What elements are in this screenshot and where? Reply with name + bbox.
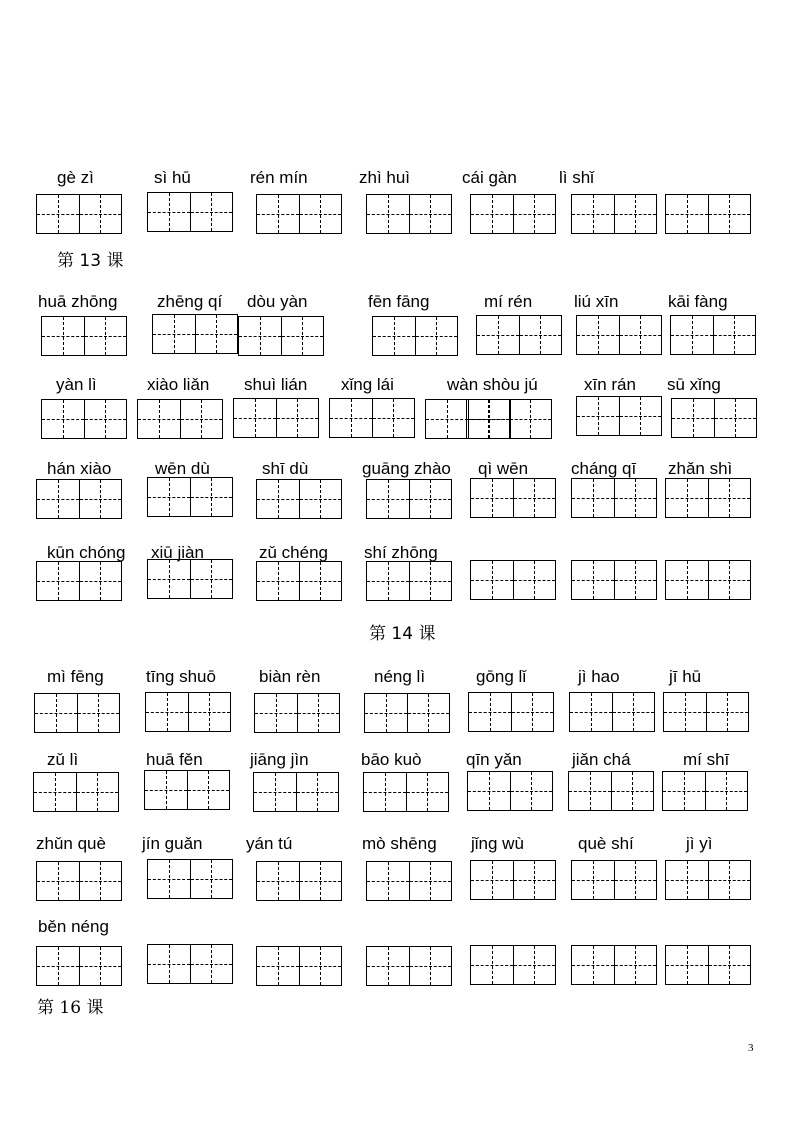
writing-box[interactable]	[470, 194, 556, 234]
pinyin-label: zhǔn què	[36, 834, 106, 853]
writing-box[interactable]	[34, 693, 120, 733]
writing-box[interactable]	[470, 860, 556, 900]
pinyin-label: zhēng qí	[157, 292, 223, 311]
vocab-row	[0, 373, 793, 453]
pinyin-label: xīn rán	[584, 375, 636, 394]
writing-box[interactable]	[36, 861, 122, 901]
pinyin-label: shí zhōng	[364, 543, 438, 562]
pinyin-label: kūn chóng	[47, 543, 126, 562]
pinyin-label: mí rén	[484, 292, 533, 311]
pinyin-label: yàn lì	[56, 375, 97, 394]
writing-box[interactable]	[663, 692, 749, 732]
writing-box[interactable]	[147, 944, 233, 984]
pinyin-label: zǔ chéng	[259, 543, 328, 562]
writing-box[interactable]	[33, 772, 119, 812]
pinyin-label: wàn shòu jú	[447, 375, 538, 394]
vocab-row	[0, 914, 793, 994]
vocab-row	[0, 166, 793, 246]
writing-box[interactable]	[571, 860, 657, 900]
writing-box[interactable]	[238, 316, 324, 356]
vocab-row	[0, 456, 793, 536]
writing-box[interactable]	[366, 479, 452, 519]
pinyin-label: mí shī	[683, 750, 730, 769]
writing-box[interactable]	[665, 194, 751, 234]
writing-box[interactable]	[152, 314, 238, 354]
writing-box[interactable]	[41, 399, 127, 439]
pinyin-label: jín guǎn	[142, 834, 203, 853]
writing-box[interactable]	[253, 772, 339, 812]
writing-box[interactable]	[571, 194, 657, 234]
writing-box[interactable]	[256, 561, 342, 601]
writing-box[interactable]	[366, 861, 452, 901]
vocab-row	[0, 832, 793, 912]
writing-box[interactable]	[476, 315, 562, 355]
writing-box[interactable]	[470, 560, 556, 600]
writing-box[interactable]	[147, 477, 233, 517]
pinyin-label: néng lì	[374, 667, 426, 686]
pinyin-label: qīn yǎn	[466, 750, 522, 769]
lesson-heading: 第 14 课	[369, 624, 436, 644]
pinyin-label: fēn fāng	[368, 292, 430, 311]
pinyin-label: rén mín	[250, 168, 308, 187]
writing-box[interactable]	[147, 192, 233, 232]
writing-box[interactable]	[366, 194, 452, 234]
pinyin-label: lì shǐ	[559, 168, 594, 187]
writing-box[interactable]	[147, 859, 233, 899]
writing-box[interactable]	[568, 771, 654, 811]
writing-box[interactable]	[137, 399, 223, 439]
pinyin-label: xiū jiàn	[151, 543, 204, 562]
lesson-heading: 第 13 课	[57, 251, 124, 271]
pinyin-label: hán xiào	[47, 459, 112, 478]
pinyin-label: kāi fàng	[668, 292, 728, 311]
writing-box[interactable]	[41, 316, 127, 356]
writing-box[interactable]	[36, 479, 122, 519]
writing-box[interactable]	[36, 561, 122, 601]
writing-box[interactable]	[254, 693, 340, 733]
writing-box[interactable]	[147, 559, 233, 599]
writing-box[interactable]	[466, 399, 552, 439]
pinyin-label: huā fěn	[146, 750, 203, 769]
writing-box[interactable]	[665, 560, 751, 600]
pinyin-label: shuì lián	[244, 375, 308, 394]
writing-box[interactable]	[670, 315, 756, 355]
writing-box[interactable]	[468, 692, 554, 732]
pinyin-label: gè zì	[57, 168, 94, 187]
writing-box[interactable]	[256, 479, 342, 519]
pinyin-label: jì hao	[578, 667, 620, 686]
pinyin-label: guāng zhào	[362, 459, 451, 478]
writing-box[interactable]	[145, 692, 231, 732]
pinyin-label: zhǎn shì	[668, 459, 733, 478]
pinyin-label: jiāng jìn	[250, 750, 309, 769]
writing-box[interactable]	[576, 396, 662, 436]
pinyin-label: jī hū	[669, 667, 702, 686]
vocab-row	[0, 666, 793, 746]
pinyin-label: shī dù	[262, 459, 309, 478]
pinyin-label: cái gàn	[462, 168, 517, 187]
pinyin-label: cháng qī	[571, 459, 637, 478]
writing-box[interactable]	[36, 946, 122, 986]
pinyin-label: jǐng wù	[471, 834, 524, 853]
writing-box[interactable]	[571, 560, 657, 600]
writing-box[interactable]	[366, 946, 452, 986]
pinyin-label: zǔ lì	[47, 750, 79, 769]
writing-box[interactable]	[144, 770, 230, 810]
writing-box[interactable]	[576, 315, 662, 355]
writing-box[interactable]	[571, 478, 657, 518]
lesson-heading: 第 16 课	[37, 998, 104, 1018]
pinyin-label: sì hū	[154, 168, 191, 187]
writing-box[interactable]	[671, 398, 757, 438]
pinyin-label: yán tú	[246, 834, 293, 853]
writing-box[interactable]	[470, 945, 556, 985]
writing-box[interactable]	[372, 316, 458, 356]
writing-box[interactable]	[665, 945, 751, 985]
pinyin-label: dòu yàn	[247, 292, 308, 311]
pinyin-label: běn néng	[38, 917, 109, 936]
writing-box[interactable]	[662, 771, 748, 811]
pinyin-label: xǐng lái	[341, 375, 394, 394]
pinyin-label: huā zhōng	[38, 292, 118, 311]
pinyin-label: wēn dù	[155, 459, 210, 478]
vocab-row	[0, 748, 793, 828]
pinyin-label: tīng shuō	[146, 667, 216, 686]
pinyin-label: jì yì	[686, 834, 713, 853]
writing-box[interactable]	[256, 861, 342, 901]
pinyin-label: jiǎn chá	[572, 750, 631, 769]
pinyin-label: bāo kuò	[361, 750, 422, 769]
page-number: 3	[748, 1042, 754, 1054]
writing-box[interactable]	[256, 194, 342, 234]
pinyin-label: biàn rèn	[259, 667, 321, 686]
writing-box[interactable]	[665, 860, 751, 900]
vocab-row	[0, 540, 793, 620]
pinyin-label: sū xǐng	[667, 375, 721, 394]
pinyin-label: xiào liǎn	[147, 375, 210, 394]
writing-box[interactable]	[467, 771, 553, 811]
writing-box[interactable]	[366, 561, 452, 601]
pinyin-label: liú xīn	[574, 292, 619, 311]
pinyin-label: què shí	[578, 834, 634, 853]
vocab-row	[0, 290, 793, 370]
pinyin-label: gōng lǐ	[476, 667, 527, 686]
pinyin-label: zhì huì	[359, 168, 411, 187]
writing-box[interactable]	[665, 478, 751, 518]
writing-box[interactable]	[363, 772, 449, 812]
pinyin-label: mì fēng	[47, 667, 104, 686]
writing-box[interactable]	[256, 946, 342, 986]
writing-box[interactable]	[569, 692, 655, 732]
pinyin-label: mò shēng	[362, 834, 437, 853]
writing-box[interactable]	[571, 945, 657, 985]
writing-box[interactable]	[329, 398, 415, 438]
writing-box[interactable]	[233, 398, 319, 438]
writing-box[interactable]	[364, 693, 450, 733]
writing-box[interactable]	[470, 478, 556, 518]
pinyin-label: qì wēn	[478, 459, 529, 478]
writing-box[interactable]	[36, 194, 122, 234]
